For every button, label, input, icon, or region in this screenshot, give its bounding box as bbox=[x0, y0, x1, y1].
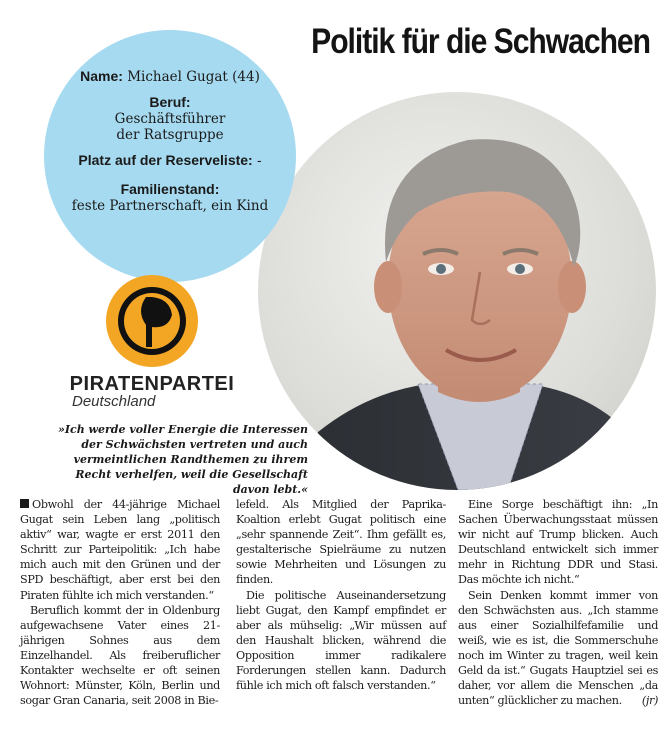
paragraph: Eine Sorge beschäftigt ihn: „In Sachen Überwachungsstaat müssen wir nicht auf Trump blicken. Auch Deutschland entwickelt sich immer mehr in Richtung DDR und Stasi. Das möchte ich nicht.“ bbox=[458, 498, 658, 587]
paragraph bbox=[458, 588, 658, 709]
article-column-2 bbox=[236, 497, 446, 693]
profile-box bbox=[44, 68, 296, 223]
reserve-label: Platz auf der Reserveliste: bbox=[78, 152, 253, 168]
paragraph-text: Obwohl der 44-jährige Michael Gugat sein Leben lang „politisch aktiv“ war, wagte er erst 2011 den Schritt zur Parteipolitik: „Ich habe mich auch mit den Grünen und der SPD beschäftigt, aber erst bei den Piraten fühlte ich mich verstanden.“ bbox=[20, 498, 220, 602]
name-label: Name: bbox=[80, 68, 123, 84]
paragraph-text: Sein Denken kommt immer von den Schwächsten aus. „Ich stamme aus einer Sozialhilfefamilie und weiß, wie es ist, die Sommerschuhe noch im Winter zu tragen, weil kein Geld da ist.“ Gugats Hauptziel sei es daher, vor allem die Menschen „da unten“ glücklicher zu machen. bbox=[458, 588, 658, 708]
portrait-illustration bbox=[258, 92, 656, 490]
reserve-value: - bbox=[257, 153, 262, 169]
logo-title: PIRATENPARTEI bbox=[69, 373, 235, 395]
paragraph bbox=[20, 497, 220, 603]
family-label: Familienstand: bbox=[120, 181, 220, 197]
job-label: Beruf: bbox=[149, 94, 191, 110]
article-column-3 bbox=[458, 497, 658, 708]
pull-quote: »Ich werde voller Energie die Interessen der Schwächsten vertreten und auch vermeintlichen Randthemen zu ihrem Recht verhelfen, weil die Gesellschaft davon lebt.« bbox=[57, 423, 308, 496]
paragraph: Beruflich kommt der in Oldenburg aufgewachsene Vater eines 21-jährigen Sohnes aus dem Einzelhandel. Als freiberuflicher Kontakter wechselte er oft seinen Wohnort: Münster, Köln, Berlin und sogar Gran Canaria, seit 2008 in Bie- bbox=[20, 603, 220, 708]
pirate-logo-icon bbox=[106, 275, 198, 367]
party-logo bbox=[68, 275, 236, 415]
name-value: Michael Gugat (44) bbox=[127, 69, 260, 85]
job-value: Geschäftsführer der Ratsgruppe bbox=[114, 111, 226, 143]
headline: Politik für die Schwachen bbox=[311, 22, 650, 61]
profile-reserve bbox=[44, 152, 296, 169]
profile-name bbox=[44, 68, 296, 85]
logo-subtitle: Deutschland bbox=[72, 393, 156, 410]
author-initials: (jr) bbox=[641, 694, 658, 708]
paragraph: Die politische Auseinandersetzung liebt Gugat, den Kampf empfindet er aber als mühselig: „Wir müssen auf den Haushalt blicken, während die Opposition immer radikalere Forderungen stellen kann. Dadurch fühle ich mich oft falsch verstanden.“ bbox=[236, 588, 446, 693]
profile-family bbox=[44, 181, 296, 214]
family-value: feste Partnerschaft, ein Kind bbox=[71, 198, 269, 214]
article-column-1 bbox=[20, 497, 220, 708]
portrait-photo bbox=[258, 92, 656, 490]
profile-job bbox=[44, 94, 296, 143]
bullet-square-icon bbox=[20, 499, 29, 508]
paragraph: lefeld. Als Mitglied der Paprika-Koaltion erlebt Gugat politisch eine „sehr spannende Zeit“. Ihm gefällt es, gestalterische Spielräume zu nutzen sowie Mehrheiten und Lösungen zu finden. bbox=[236, 498, 446, 587]
